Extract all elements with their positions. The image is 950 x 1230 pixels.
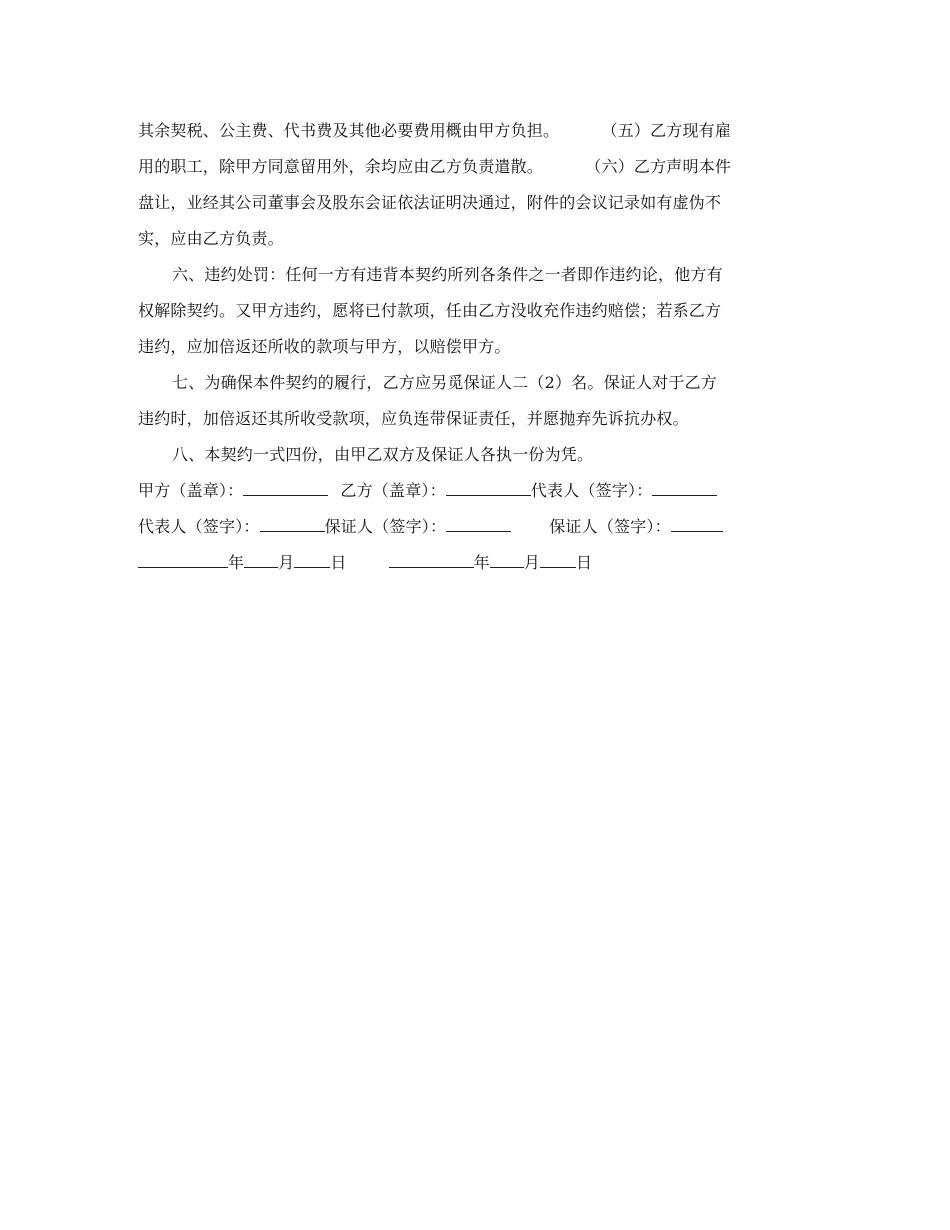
paragraph-line: 盘让，业经其公司董事会及股东会证依法证明决通过，附件的会议记录如有虚伪不	[138, 193, 722, 212]
representative-1-blank[interactable]	[652, 477, 717, 496]
paragraph-line: 用的职工，除甲方同意留用外，余均应由乙方负责遣散。 （六）乙方声明本件	[138, 157, 732, 176]
paragraph-line: 其余契税、公主费、代书费及其他必要费用概由甲方负担。 （五）乙方现有雇	[138, 121, 732, 140]
paragraph-line: 七、为确保本件契约的履行，乙方应另觅保证人二（2）名。保证人对于乙方	[172, 373, 717, 392]
paragraph-line: 违约，应加倍返还所收的款项与甲方，以赔偿甲方。	[138, 337, 511, 356]
guarantor-2-blank[interactable]	[671, 513, 723, 532]
signature-line-1	[138, 473, 812, 509]
representative-2-label: 代表人（签字）：	[138, 517, 260, 536]
party-a-label: 甲方（盖章）：	[138, 481, 244, 500]
representative-1-label: 代表人（签字）：	[530, 481, 653, 500]
paragraph-line: 违约时，加倍返还其所收受款项，应负连带保证责任，并愿抛弃先诉抗办权。	[138, 409, 689, 428]
contract-body	[138, 113, 812, 581]
paragraph-line: 实，应由乙方负责。	[138, 229, 284, 248]
day-label-2: 日	[576, 553, 593, 572]
day-2-blank[interactable]	[540, 549, 576, 568]
day-label: 日	[330, 553, 347, 572]
day-1-blank[interactable]	[294, 549, 330, 568]
guarantor-1-blank[interactable]	[446, 513, 511, 532]
paragraph-line: 八、本契约一式四份，由甲乙双方及保证人各执一份为凭。	[172, 445, 594, 464]
paragraph-line: 六、违约处罚：任何一方有违背本契约所列各条件之一者即作违约论，他方有	[172, 265, 723, 284]
year-label: 年	[228, 553, 245, 572]
date-line	[138, 545, 812, 581]
paragraph-line: 权解除契约。又甲方违约，愿将已付款项，任由乙方没收充作违约赔偿；若系乙方	[138, 301, 722, 320]
date-2-signer-blank[interactable]	[389, 549, 474, 568]
signature-line-2	[138, 509, 812, 545]
month-1-blank[interactable]	[244, 549, 278, 568]
guarantor-1-label: 保证人（签字）：	[324, 517, 447, 536]
month-2-blank[interactable]	[490, 549, 524, 568]
representative-2-blank[interactable]	[260, 513, 325, 532]
party-a-blank[interactable]	[243, 477, 328, 496]
date-1-signer-blank[interactable]	[138, 549, 228, 568]
month-label-2: 月	[523, 553, 541, 572]
year-label-2: 年	[473, 553, 490, 572]
party-b-label: 乙方（盖章）：	[340, 481, 446, 500]
guarantor-2-label: 保证人（签字）：	[549, 517, 671, 536]
month-label: 月	[278, 553, 295, 572]
party-b-blank[interactable]	[446, 477, 531, 496]
